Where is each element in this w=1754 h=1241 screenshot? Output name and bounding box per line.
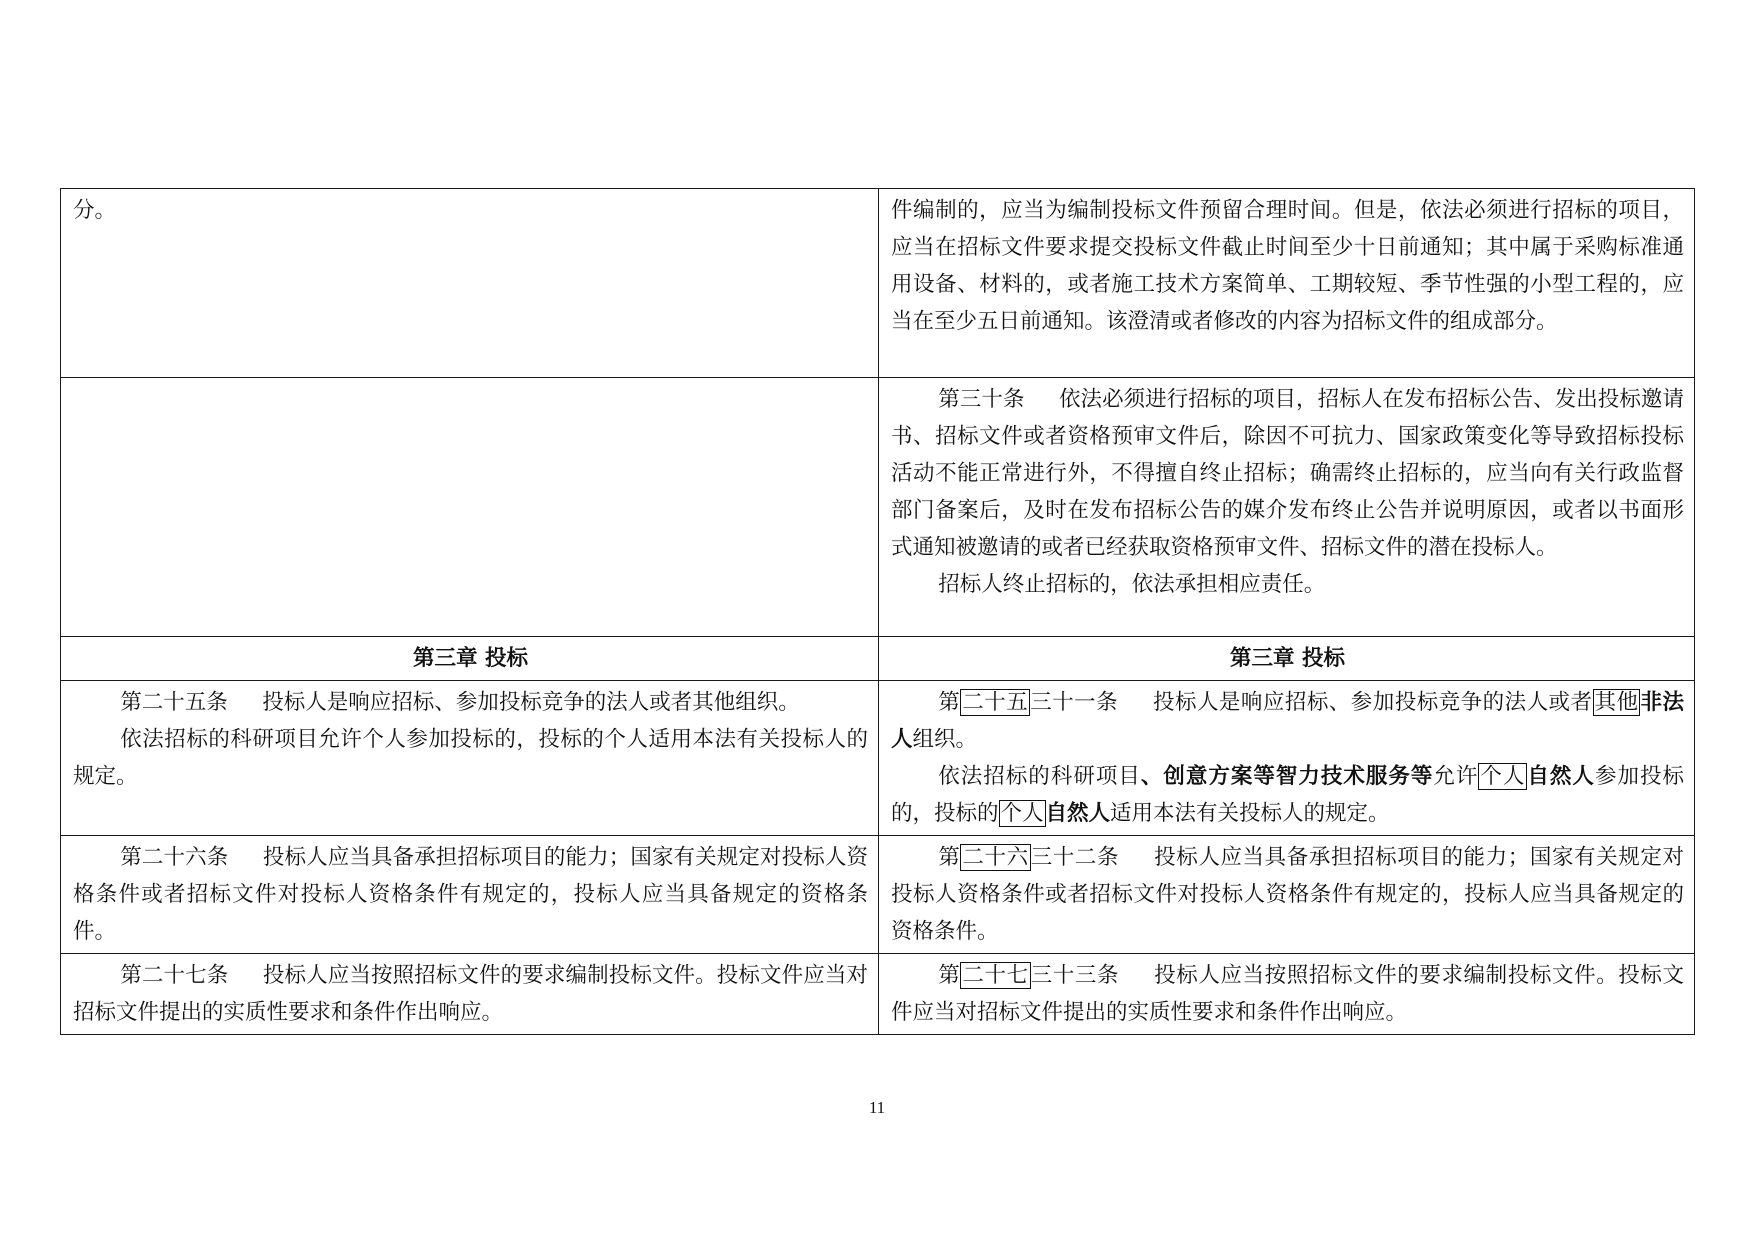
article-prefix: 第 bbox=[938, 845, 961, 870]
left-text: 分。 bbox=[73, 198, 117, 223]
right-cell bbox=[879, 189, 1695, 378]
deleted-number: 二十六 bbox=[962, 845, 1029, 870]
article-body: 参加投标的，投标的 bbox=[891, 764, 1684, 826]
chapter-heading-left bbox=[61, 637, 879, 681]
article-31-para2 bbox=[891, 758, 1684, 832]
article-body: 依法招标的科研项目 bbox=[938, 764, 1141, 789]
right-text-tail: 该澄清或者修改的内容为招标文件的组成部分。 bbox=[1106, 309, 1558, 334]
article-32-text bbox=[891, 839, 1684, 950]
table-row bbox=[61, 189, 1695, 378]
page-number: 11 bbox=[868, 1098, 886, 1117]
table-row bbox=[61, 637, 1695, 681]
chapter-title: 第三章 投标 bbox=[413, 646, 528, 671]
article-prefix: 第 bbox=[938, 690, 961, 715]
chapter-heading-right bbox=[879, 637, 1695, 681]
article-number: 第二十六条 bbox=[120, 845, 229, 870]
inserted-number: 三十二条 bbox=[1030, 845, 1120, 870]
article-body: 投标人是响应招标、参加投标竞争的法人或者其他组织。 bbox=[262, 690, 800, 715]
article-33-text bbox=[891, 957, 1684, 1031]
article-body: 投标人应当按照招标文件的要求编制投标文件。投标文件应当对招标文件提出的实质性要求和条件作出响应。 bbox=[73, 963, 868, 1025]
inserted-text: 自然人 bbox=[1045, 801, 1111, 826]
inserted-number: 三十三条 bbox=[1030, 963, 1120, 988]
left-cell bbox=[61, 954, 879, 1035]
article-number: 第二十五条 bbox=[120, 690, 228, 715]
article-body: 投标人应当具备承担招标项目的能力；国家有关规定对投标人资格条件或者招标文件对投标人资格条件有规定的，投标人应当具备规定的资格条件。 bbox=[73, 845, 868, 944]
inserted-text: 、创意方案等智力技术服务等 bbox=[1140, 764, 1434, 789]
article-30-text bbox=[891, 381, 1684, 566]
table-row bbox=[61, 681, 1695, 836]
article-number: 第二十七条 bbox=[120, 963, 229, 988]
left-cell bbox=[61, 681, 879, 836]
article-26-text bbox=[73, 839, 868, 950]
article-25-para2: 依法招标的科研项目允许个人参加投标的，投标的个人适用本法有关投标人的规定。 bbox=[73, 727, 868, 789]
right-cell bbox=[879, 681, 1695, 836]
right-text bbox=[891, 192, 1684, 340]
deleted-text: 个人 bbox=[1480, 764, 1526, 789]
article-prefix: 第 bbox=[938, 963, 961, 988]
article-body: 适用本法有关投标人的规定。 bbox=[1110, 801, 1390, 826]
table-row bbox=[61, 954, 1695, 1035]
inserted-text: 自然人 bbox=[1527, 764, 1595, 789]
right-text-main: 件编制的，应当为编制投标文件预留合理时间。但是，依法必须进行招标的项目，应当在招标文件要求提交投标文件截止时间至少十日前通知；其中属于采购标准通用设备、材料的，或者施工技术方案简单、工期较短、季节性强的小型工程的，应当在至少五日前通知。 bbox=[891, 198, 1684, 334]
article-30-para2: 招标人终止招标的，依法承担相应责任。 bbox=[938, 572, 1326, 597]
left-cell bbox=[61, 189, 879, 378]
deleted-number: 二十五 bbox=[962, 690, 1029, 715]
deleted-text: 个人 bbox=[1000, 801, 1044, 826]
left-cell-empty bbox=[61, 378, 879, 637]
article-body: 允许 bbox=[1433, 764, 1479, 789]
right-cell bbox=[879, 378, 1695, 637]
chapter-title: 第三章 投标 bbox=[1230, 646, 1345, 671]
article-30-number: 第三十条 bbox=[938, 387, 1025, 412]
comparison-table bbox=[60, 188, 1695, 1035]
article-30-body: 依法必须进行招标的项目，招标人在发布招标公告、发出投标邀请书、招标文件或者资格预审文件后，除因不可抗力、国家政策变化等导致招标投标活动不能正常进行外，不得擅自终止招标；确需终止招标的，应当向有关行政监督部门备案后，及时在发布招标公告的媒介发布终止公告并说明原因，或者以书面形式通知被邀请的或者已经获取资格预审文件、招标文件的潜在投标人。 bbox=[891, 387, 1684, 560]
right-cell bbox=[879, 836, 1695, 954]
right-cell bbox=[879, 954, 1695, 1035]
article-body: 投标人应当具备承担招标项目的能力；国家有关规定对投标人资格条件或者招标文件对投标人资格条件有规定的，投标人应当具备规定的资格条件。 bbox=[891, 845, 1684, 944]
deleted-number: 二十七 bbox=[962, 963, 1029, 988]
inserted-number: 三十一条 bbox=[1030, 690, 1119, 715]
article-25-text bbox=[73, 684, 868, 721]
article-body: 投标人是响应招标、参加投标竞争的法人或者 bbox=[1152, 690, 1593, 715]
left-cell bbox=[61, 836, 879, 954]
deleted-text: 其他 bbox=[1594, 690, 1639, 715]
table-row bbox=[61, 836, 1695, 954]
article-31-text bbox=[891, 684, 1684, 758]
inserted-text: 非法人 bbox=[891, 690, 1684, 752]
article-27-text bbox=[73, 957, 868, 1031]
table-row bbox=[61, 378, 1695, 637]
article-body: 投标人应当按照招标文件的要求编制投标文件。投标文件应当对招标文件提出的实质性要求和条件作出响应。 bbox=[891, 963, 1684, 1025]
article-body: 组织。 bbox=[912, 727, 978, 752]
